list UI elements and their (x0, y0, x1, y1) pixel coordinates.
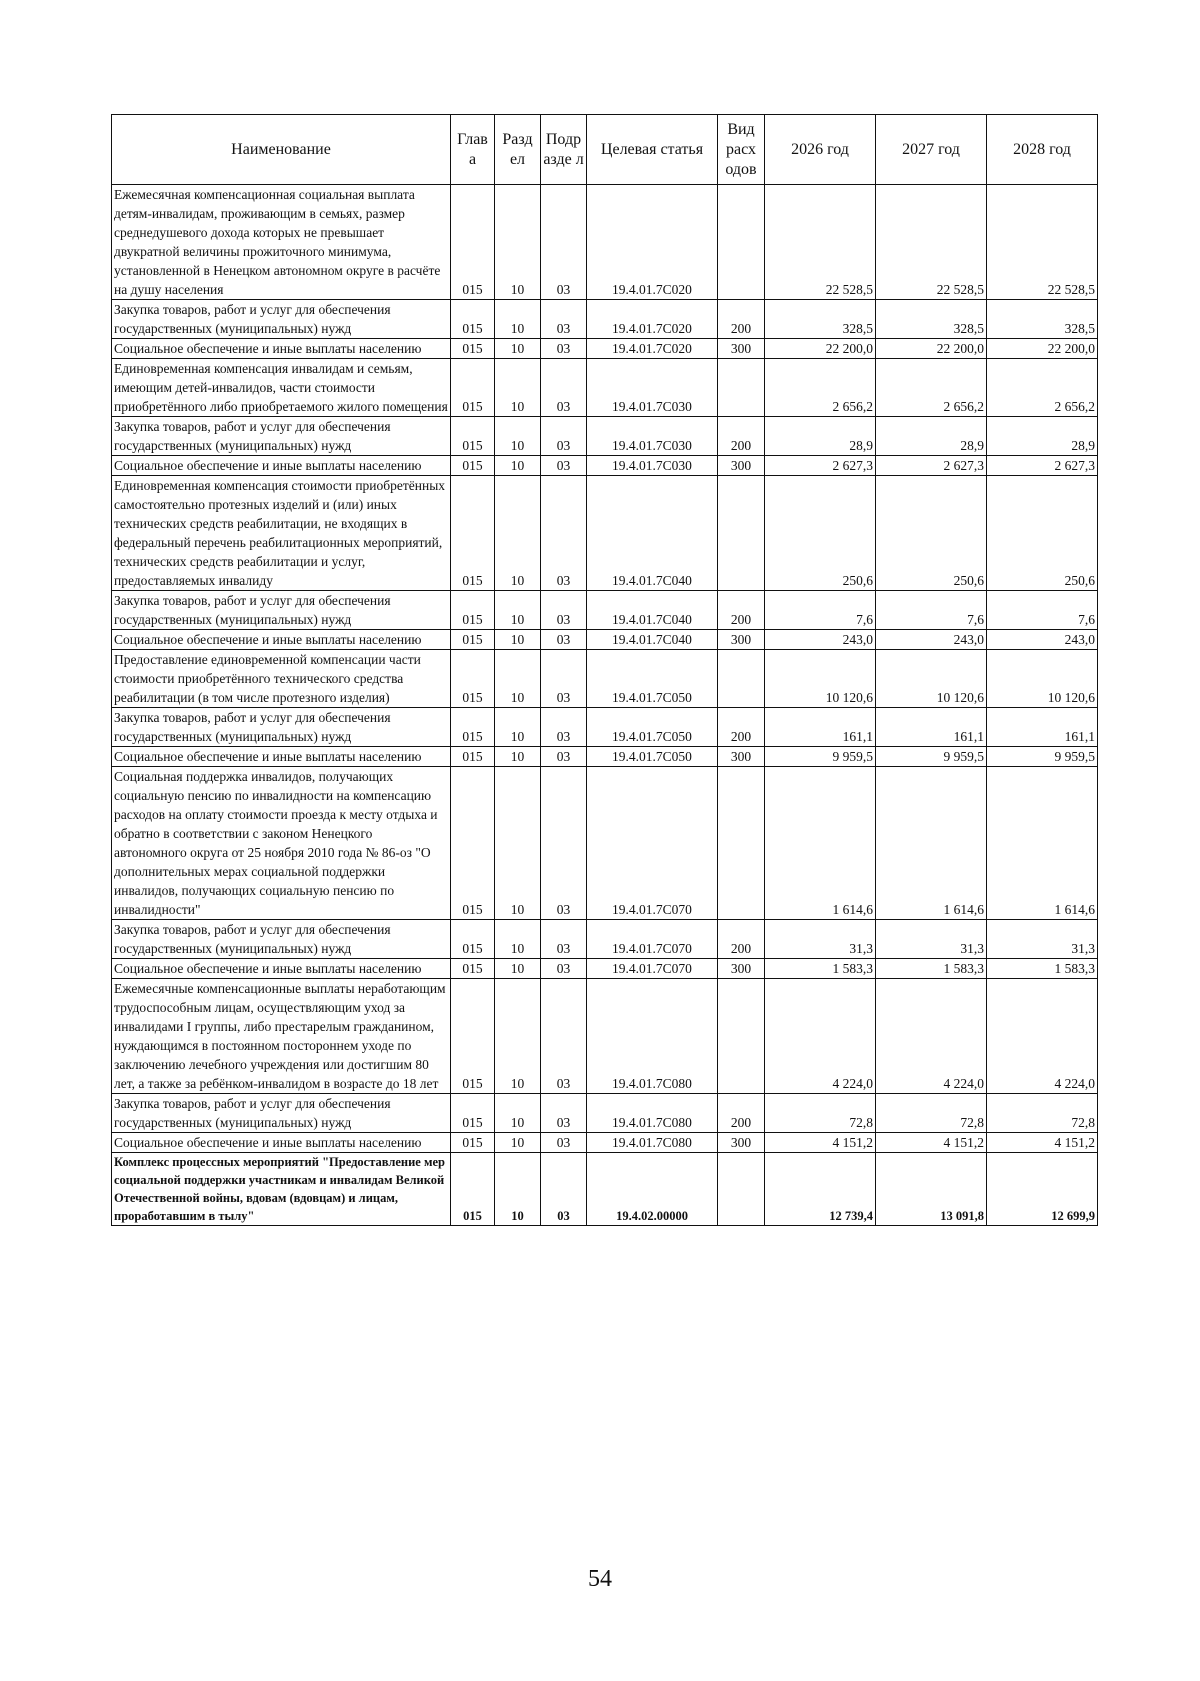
row-kind: 200 (718, 300, 765, 339)
table-row (112, 959, 1098, 979)
header-row (112, 115, 1098, 185)
row-2026: 161,1 (765, 708, 876, 747)
row-subsection: 03 (541, 300, 587, 339)
header-2027: 2027 год (876, 115, 987, 185)
row-section: 10 (495, 920, 541, 959)
row-target: 19.4.01.7С030 (587, 417, 718, 456)
row-2027: 22 200,0 (876, 339, 987, 359)
row-2028: 9 959,5 (987, 747, 1098, 767)
row-subsection: 03 (541, 1153, 587, 1226)
row-section: 10 (495, 630, 541, 650)
row-subsection: 03 (541, 708, 587, 747)
row-2027: 1 583,3 (876, 959, 987, 979)
row-kind (718, 185, 765, 300)
row-kind: 300 (718, 959, 765, 979)
row-2028: 31,3 (987, 920, 1098, 959)
row-2028: 7,6 (987, 591, 1098, 630)
row-subsection: 03 (541, 959, 587, 979)
row-2026: 4 151,2 (765, 1133, 876, 1153)
row-2028: 4 151,2 (987, 1133, 1098, 1153)
row-kind: 300 (718, 456, 765, 476)
row-kind (718, 1153, 765, 1226)
table-row (112, 185, 1098, 300)
row-2028: 72,8 (987, 1094, 1098, 1133)
row-name: Закупка товаров, работ и услуг для обеспечения государственных (муниципальных) нужд (112, 300, 451, 339)
row-chapter: 015 (451, 359, 495, 417)
row-chapter: 015 (451, 767, 495, 920)
table-row (112, 747, 1098, 767)
header-section: Разд ел (495, 115, 541, 185)
row-2027: 10 120,6 (876, 650, 987, 708)
table-row (112, 630, 1098, 650)
row-name: Социальное обеспечение и иные выплаты населению (112, 747, 451, 767)
row-2027: 72,8 (876, 1094, 987, 1133)
row-2028: 1 614,6 (987, 767, 1098, 920)
row-section: 10 (495, 979, 541, 1094)
row-chapter: 015 (451, 1153, 495, 1226)
row-2027: 31,3 (876, 920, 987, 959)
row-chapter: 015 (451, 185, 495, 300)
row-kind: 200 (718, 708, 765, 747)
row-kind (718, 767, 765, 920)
row-section: 10 (495, 417, 541, 456)
row-2028: 1 583,3 (987, 959, 1098, 979)
row-2027: 22 528,5 (876, 185, 987, 300)
row-kind (718, 979, 765, 1094)
row-2026: 31,3 (765, 920, 876, 959)
row-target: 19.4.01.7С040 (587, 476, 718, 591)
row-2027: 250,6 (876, 476, 987, 591)
row-kind: 300 (718, 630, 765, 650)
row-2026: 28,9 (765, 417, 876, 456)
row-target: 19.4.01.7С080 (587, 979, 718, 1094)
row-chapter: 015 (451, 650, 495, 708)
row-name: Закупка товаров, работ и услуг для обеспечения государственных (муниципальных) нужд (112, 1094, 451, 1133)
row-name: Единовременная компенсация инвалидам и семьям, имеющим детей-инвалидов, части стоимости приобретённого либо приобретаемого жилого помещения (112, 359, 451, 417)
row-name: Социальное обеспечение и иные выплаты населению (112, 630, 451, 650)
table-row (112, 417, 1098, 456)
row-kind (718, 650, 765, 708)
row-chapter: 015 (451, 1133, 495, 1153)
row-name: Социальное обеспечение и иные выплаты населению (112, 1133, 451, 1153)
row-section: 10 (495, 339, 541, 359)
table-row (112, 476, 1098, 591)
row-2026: 328,5 (765, 300, 876, 339)
header-kind: Вид расх одов (718, 115, 765, 185)
row-chapter: 015 (451, 300, 495, 339)
row-target: 19.4.01.7С070 (587, 959, 718, 979)
header-subsection: Подр азде л (541, 115, 587, 185)
row-name: Социальное обеспечение и иные выплаты населению (112, 959, 451, 979)
row-subsection: 03 (541, 185, 587, 300)
row-section: 10 (495, 708, 541, 747)
row-2026: 243,0 (765, 630, 876, 650)
row-section: 10 (495, 591, 541, 630)
row-name: Социальное обеспечение и иные выплаты населению (112, 456, 451, 476)
row-2026: 1 614,6 (765, 767, 876, 920)
row-subsection: 03 (541, 476, 587, 591)
table-row (112, 591, 1098, 630)
row-2028: 22 528,5 (987, 185, 1098, 300)
row-chapter: 015 (451, 959, 495, 979)
row-section: 10 (495, 1133, 541, 1153)
row-section: 10 (495, 359, 541, 417)
row-2027: 1 614,6 (876, 767, 987, 920)
row-subsection: 03 (541, 979, 587, 1094)
row-2027: 13 091,8 (876, 1153, 987, 1226)
row-2028: 22 200,0 (987, 339, 1098, 359)
row-2028: 4 224,0 (987, 979, 1098, 1094)
row-2027: 243,0 (876, 630, 987, 650)
row-name: Ежемесячные компенсационные выплаты неработающим трудоспособным лицам, осуществляющим уход за инвалидами I группы, либо престарелым гражданином, нуждающимся в постоянном постороннем уходе по заключению лечебного учреждения или достигшим 80 лет, а также за ребёнком-инвалидом в возрасте до 18 лет (112, 979, 451, 1094)
row-2026: 4 224,0 (765, 979, 876, 1094)
table-row (112, 979, 1098, 1094)
row-2026: 12 739,4 (765, 1153, 876, 1226)
row-subsection: 03 (541, 650, 587, 708)
table-row (112, 359, 1098, 417)
row-2028: 2 627,3 (987, 456, 1098, 476)
row-2027: 4 151,2 (876, 1133, 987, 1153)
row-section: 10 (495, 1094, 541, 1133)
row-2027: 28,9 (876, 417, 987, 456)
row-kind: 200 (718, 591, 765, 630)
row-kind: 200 (718, 417, 765, 456)
row-target: 19.4.02.00000 (587, 1153, 718, 1226)
row-target: 19.4.01.7С030 (587, 359, 718, 417)
row-target: 19.4.01.7С070 (587, 767, 718, 920)
table-row (112, 1153, 1098, 1226)
row-target: 19.4.01.7С020 (587, 185, 718, 300)
row-subsection: 03 (541, 339, 587, 359)
table-row (112, 1133, 1098, 1153)
row-subsection: 03 (541, 767, 587, 920)
row-2028: 2 656,2 (987, 359, 1098, 417)
row-target: 19.4.01.7С040 (587, 630, 718, 650)
row-2028: 328,5 (987, 300, 1098, 339)
row-2027: 7,6 (876, 591, 987, 630)
row-2027: 2 656,2 (876, 359, 987, 417)
row-2028: 250,6 (987, 476, 1098, 591)
row-chapter: 015 (451, 1094, 495, 1133)
row-kind: 300 (718, 339, 765, 359)
row-2027: 9 959,5 (876, 747, 987, 767)
row-section: 10 (495, 1153, 541, 1226)
row-2026: 72,8 (765, 1094, 876, 1133)
row-name: Единовременная компенсация стоимости приобретённых самостоятельно протезных изделий и (или) иных технических средств реабилитации, не входящих в федеральный перечень реабилитационных мероприятий, технических средств реабилитации и услуг, предоставляемых инвалиду (112, 476, 451, 591)
row-target: 19.4.01.7С020 (587, 300, 718, 339)
row-chapter: 015 (451, 708, 495, 747)
row-name: Комплекс процессных мероприятий "Предоставление мер социальной поддержки участникам и инвалидам Великой Отечественной войны, вдовам (вдовцам) и лицам, проработавшим в тылу" (112, 1153, 451, 1226)
row-section: 10 (495, 300, 541, 339)
row-subsection: 03 (541, 456, 587, 476)
row-chapter: 015 (451, 591, 495, 630)
row-name: Предоставление единовременной компенсации части стоимости приобретённого технического средства реабилитации (в том числе протезного изделия) (112, 650, 451, 708)
row-2028: 10 120,6 (987, 650, 1098, 708)
row-subsection: 03 (541, 1133, 587, 1153)
row-chapter: 015 (451, 747, 495, 767)
table-row (112, 456, 1098, 476)
row-2026: 7,6 (765, 591, 876, 630)
row-name: Закупка товаров, работ и услуг для обеспечения государственных (муниципальных) нужд (112, 591, 451, 630)
page-number: 54 (588, 1566, 612, 1592)
row-target: 19.4.01.7С040 (587, 591, 718, 630)
row-2028: 161,1 (987, 708, 1098, 747)
row-2027: 161,1 (876, 708, 987, 747)
row-2026: 9 959,5 (765, 747, 876, 767)
row-kind (718, 476, 765, 591)
row-2028: 12 699,9 (987, 1153, 1098, 1226)
table-row (112, 767, 1098, 920)
row-2026: 1 583,3 (765, 959, 876, 979)
row-2026: 22 528,5 (765, 185, 876, 300)
row-chapter: 015 (451, 456, 495, 476)
budget-table (111, 114, 1098, 1226)
row-kind: 300 (718, 1133, 765, 1153)
row-subsection: 03 (541, 747, 587, 767)
row-chapter: 015 (451, 339, 495, 359)
row-section: 10 (495, 476, 541, 591)
row-2027: 4 224,0 (876, 979, 987, 1094)
row-chapter: 015 (451, 979, 495, 1094)
row-name: Социальное обеспечение и иные выплаты населению (112, 339, 451, 359)
row-2027: 2 627,3 (876, 456, 987, 476)
row-name: Ежемесячная компенсационная социальная выплата детям-инвалидам, проживающим в семьях, размер среднедушевого дохода которых не превышает двукратной величины прожиточного минимума, установленной в Ненецком автономном округе в расчёте на душу населения (112, 185, 451, 300)
row-kind: 300 (718, 747, 765, 767)
row-subsection: 03 (541, 1094, 587, 1133)
row-chapter: 015 (451, 920, 495, 959)
row-section: 10 (495, 456, 541, 476)
row-target: 19.4.01.7С050 (587, 650, 718, 708)
row-subsection: 03 (541, 920, 587, 959)
row-2028: 243,0 (987, 630, 1098, 650)
table-row (112, 920, 1098, 959)
row-subsection: 03 (541, 630, 587, 650)
row-name: Закупка товаров, работ и услуг для обеспечения государственных (муниципальных) нужд (112, 708, 451, 747)
row-section: 10 (495, 185, 541, 300)
header-2026: 2026 год (765, 115, 876, 185)
row-section: 10 (495, 747, 541, 767)
row-subsection: 03 (541, 591, 587, 630)
row-name: Социальная поддержка инвалидов, получающих социальную пенсию по инвалидности на компенсацию расходов на оплату стоимости проезда к месту отдыха и обратно в соответствии с законом Ненецкого автономного округа от 25 ноября 2010 года № 86-оз "О дополнительных мерах социальной поддержки инвалидов, получающих социальную пенсию по инвалидности" (112, 767, 451, 920)
row-target: 19.4.01.7С080 (587, 1094, 718, 1133)
row-2026: 22 200,0 (765, 339, 876, 359)
row-name: Закупка товаров, работ и услуг для обеспечения государственных (муниципальных) нужд (112, 417, 451, 456)
row-kind: 200 (718, 1094, 765, 1133)
row-target: 19.4.01.7С020 (587, 339, 718, 359)
table-row (112, 1094, 1098, 1133)
row-name: Закупка товаров, работ и услуг для обеспечения государственных (муниципальных) нужд (112, 920, 451, 959)
row-kind (718, 359, 765, 417)
row-chapter: 015 (451, 630, 495, 650)
row-target: 19.4.01.7С070 (587, 920, 718, 959)
table-row (112, 339, 1098, 359)
row-kind: 200 (718, 920, 765, 959)
header-target: Целевая статья (587, 115, 718, 185)
table-row (112, 300, 1098, 339)
row-section: 10 (495, 959, 541, 979)
row-target: 19.4.01.7С030 (587, 456, 718, 476)
header-name: Наименование (112, 115, 451, 185)
row-subsection: 03 (541, 359, 587, 417)
row-target: 19.4.01.7С050 (587, 747, 718, 767)
table-row (112, 708, 1098, 747)
row-2026: 2 656,2 (765, 359, 876, 417)
row-chapter: 015 (451, 476, 495, 591)
row-2026: 2 627,3 (765, 456, 876, 476)
row-target: 19.4.01.7С080 (587, 1133, 718, 1153)
row-section: 10 (495, 650, 541, 708)
row-section: 10 (495, 767, 541, 920)
table-row (112, 650, 1098, 708)
header-chapter: Глав а (451, 115, 495, 185)
row-2026: 10 120,6 (765, 650, 876, 708)
row-2026: 250,6 (765, 476, 876, 591)
header-2028: 2028 год (987, 115, 1098, 185)
row-2028: 28,9 (987, 417, 1098, 456)
row-chapter: 015 (451, 417, 495, 456)
row-2027: 328,5 (876, 300, 987, 339)
row-target: 19.4.01.7С050 (587, 708, 718, 747)
row-subsection: 03 (541, 417, 587, 456)
